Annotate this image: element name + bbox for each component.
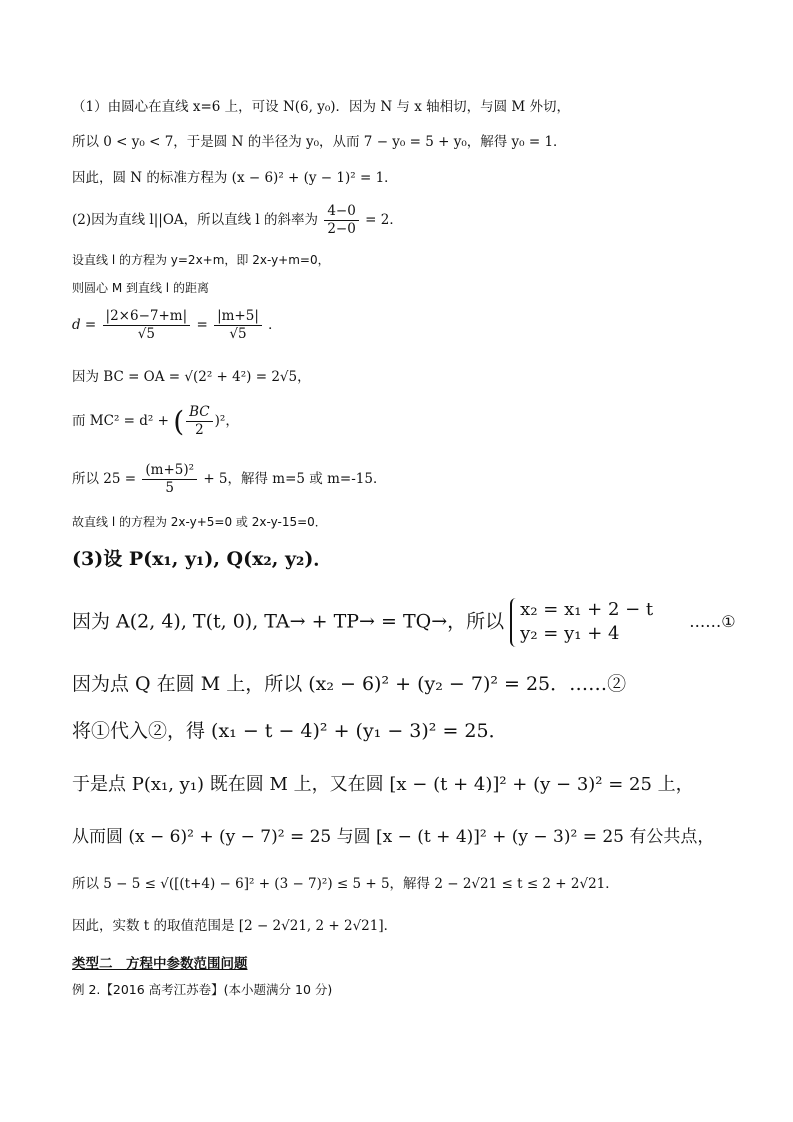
mc-squared bbox=[72, 404, 239, 439]
solve-m-lhs: 所以 25 = bbox=[72, 470, 137, 487]
system-eq-2: y₂ = y₁ + 4 bbox=[520, 623, 620, 645]
mc-numerator: BC bbox=[186, 404, 213, 422]
vector-text: 因为 A(2, 4), T(t, 0), TA→ + TP→ = TQ→，所以 bbox=[72, 610, 505, 633]
slope-denominator: 2−0 bbox=[327, 220, 356, 237]
mc-lhs: 而 MC² = d² + bbox=[72, 413, 169, 429]
distance-fraction-1 bbox=[103, 308, 191, 343]
q-on-circle: 因为点 Q 在圆 M 上，所以 (x₂ − 6)² + (y₂ − 7)² = 25．……② bbox=[72, 673, 627, 695]
p-on-two-circles: 于是点 P(x₁, y₁) 既在圆 M 上，又在圆 [x − (t + 4)]² + (y − 3)² = 25 上， bbox=[72, 774, 694, 795]
distance-denominator-1: √5 bbox=[137, 325, 155, 342]
distance-denominator-2: √5 bbox=[229, 325, 247, 342]
equation-system bbox=[510, 598, 661, 647]
solution-part1-line3: 因此，圆 N 的标准方程为 (x − 6)² + (y − 1)² = 1． bbox=[72, 170, 398, 186]
slope-fraction bbox=[324, 203, 359, 238]
distance-numerator-1: |2×6−7+m| bbox=[103, 308, 191, 326]
slope-text: (2)因为直线 l||OA，所以直线 l 的斜率为 bbox=[72, 211, 319, 228]
bc-length: 因为 BC = OA = √(2² + 4²) = 2√5， bbox=[72, 369, 311, 385]
example-2-header: 例 2.【2016 高考江苏卷】(本小题满分 10 分) bbox=[72, 982, 333, 997]
solve-m-numerator: (m+5)² bbox=[142, 462, 197, 480]
line-equation-assumption: 设直线 l 的方程为 y=2x+m，即 2x-y+m=0， bbox=[72, 253, 330, 267]
mc-paren: ( bbox=[173, 405, 185, 438]
slope-numerator: 4−0 bbox=[324, 203, 359, 221]
section-heading-type2 bbox=[72, 956, 248, 973]
circles-intersect: 从而圆 (x − 6)² + (y − 7)² = 25 与圆 [x − (t + 4)]² + (y − 3)² = 25 有公共点， bbox=[72, 827, 715, 847]
equation-tag-1: ……① bbox=[689, 612, 736, 632]
mc-denominator: 2 bbox=[195, 422, 204, 438]
part3-vector-relation bbox=[72, 598, 736, 647]
line-equation-result: 故直线 l 的方程为 2x-y+5=0 或 2x-y-15=0． bbox=[72, 515, 327, 529]
solve-m-fraction bbox=[142, 462, 197, 497]
distance-end: ． bbox=[268, 316, 282, 333]
system-eq-1: x₂ = x₁ + 2 − t bbox=[520, 599, 654, 620]
distance-fraction-2 bbox=[214, 308, 262, 343]
distance-intro: 则圆心 M 到直线 l 的距离 bbox=[72, 281, 209, 295]
solution-part1-line2: 所以 0 < y₀ < 7，于是圆 N 的半径为 y₀，从而 7 − y₀ = 5 + y₀，解得 y₀ = 1． bbox=[72, 134, 567, 150]
distance-inequality: 所以 5 − 5 ≤ √([(t+4) − 6]² + (3 − 7)²) ≤ 5 + 5，解得 2 − 2√21 ≤ t ≤ 2 + 2√21． bbox=[72, 876, 619, 892]
mc-fraction bbox=[186, 404, 213, 439]
distance-lhs: d = bbox=[72, 316, 97, 333]
distance-formula bbox=[72, 308, 282, 343]
section-heading-text: 类型二 方程中参数范围问题 bbox=[72, 956, 248, 972]
t-range-conclusion: 因此，实数 t 的取值范围是 [2 − 2√21, 2 + 2√21]． bbox=[72, 918, 398, 934]
mc-end: )²， bbox=[214, 413, 239, 429]
solve-m bbox=[72, 462, 386, 497]
solution-part2-slope bbox=[72, 203, 403, 238]
distance-equals: = bbox=[196, 316, 208, 333]
substitution: 将①代入②，得 (x₁ − t − 4)² + (y₁ − 3)² = 25． bbox=[72, 720, 508, 742]
part3-setup: (3)设 P(x₁, y₁), Q(x₂, y₂)． bbox=[72, 548, 333, 570]
solve-m-denominator: 5 bbox=[165, 479, 174, 496]
slope-result: = 2． bbox=[365, 211, 403, 228]
distance-numerator-2: |m+5| bbox=[214, 308, 262, 326]
solve-m-rest: + 5，解得 m=5 或 m=-15． bbox=[203, 470, 387, 487]
solution-part1-line1: （1）由圆心在直线 x=6 上，可设 N(6, y₀)．因为 N 与 x 轴相切，与圆 M 外切， bbox=[72, 99, 571, 115]
